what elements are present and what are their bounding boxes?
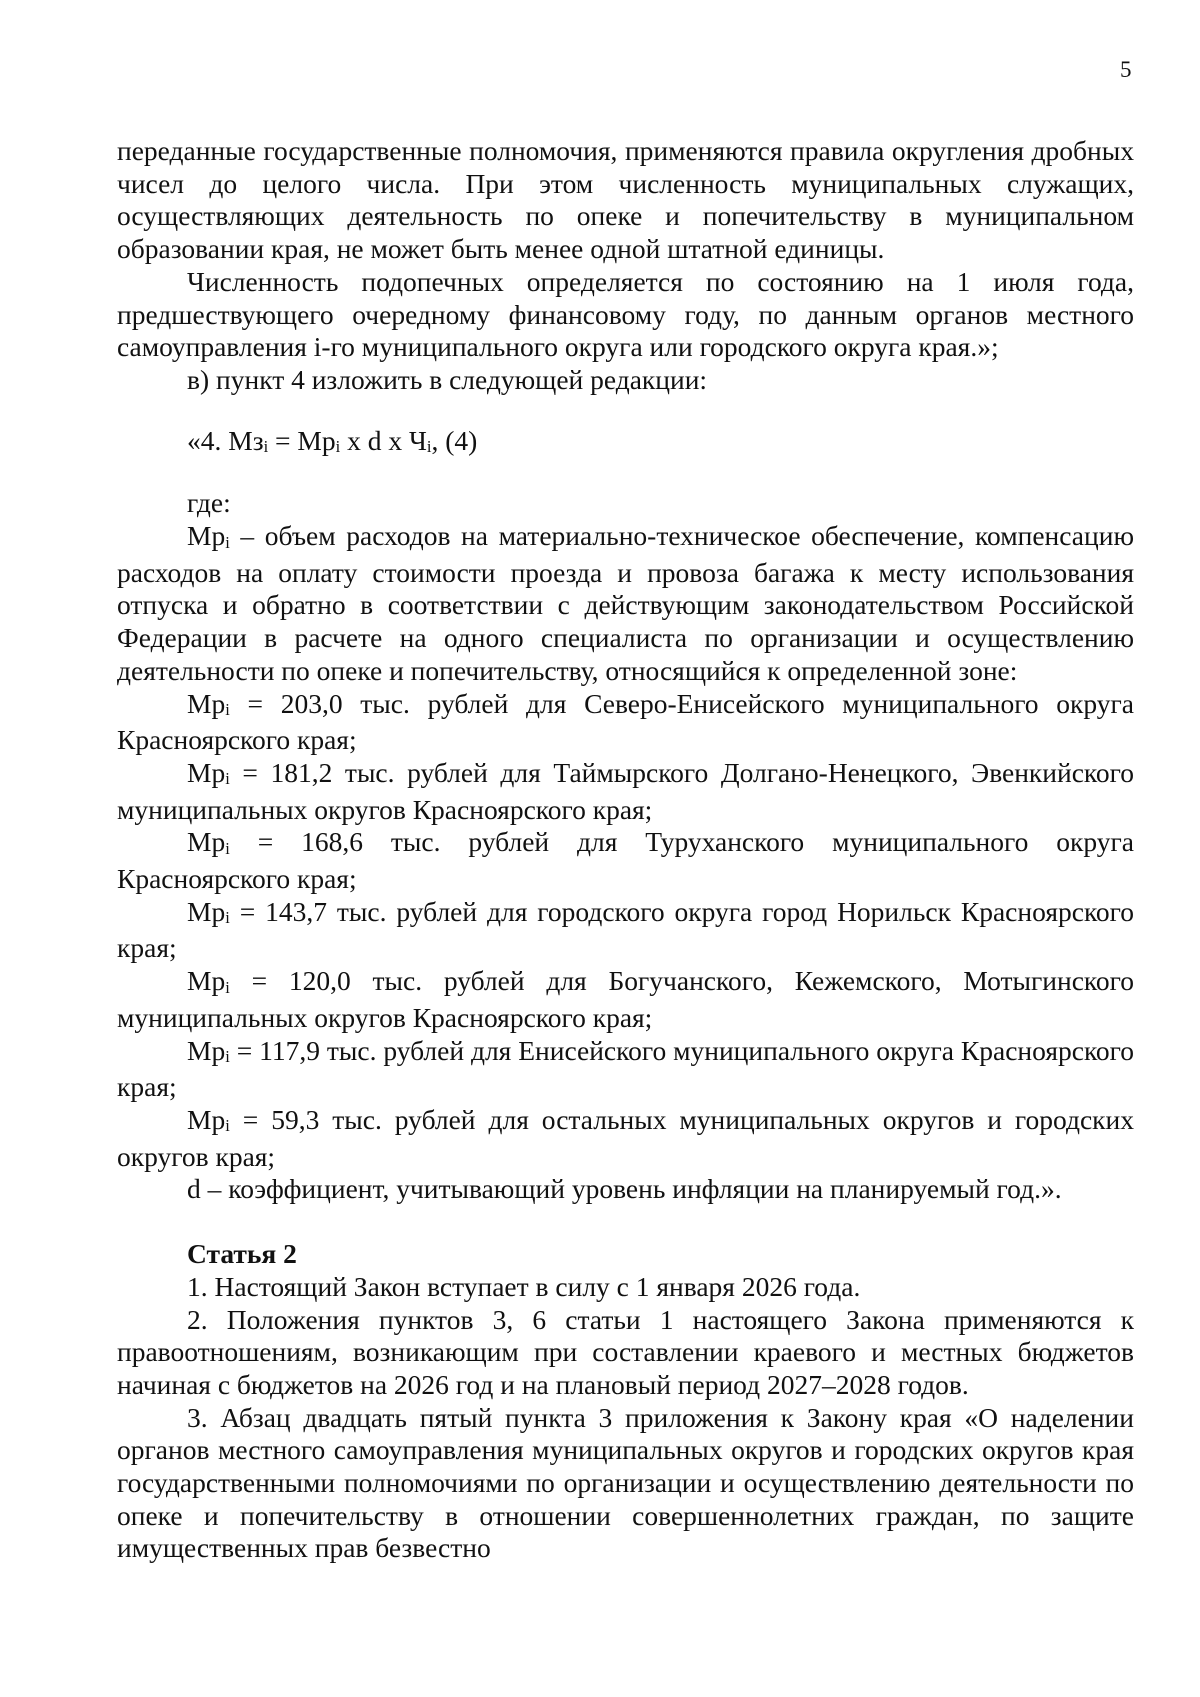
article-item: 1. Настоящий Закон вступает в силу с 1 января 2026 года. [187,1270,861,1302]
rate-text: = 168,6 тыс. рублей для Туруханского муниципального округа Красноярского края; [117,826,1134,895]
rate-text: = 181,2 тыс. рублей для Таймырского Долгано-Ненецкого, Эвенкийского муниципальных округов Красноярского края; [117,756,1134,825]
paragraph: переданные государственные полномочия, применяются правила округления дробных чисел до целого числа. При этом численность муниципальных служащих, осуществляющих деятельность по опеке и попечительству в муниципальном образовании края, не может быть менее одной штатной единицы. [117,135,1134,265]
symbol: Мр [187,756,226,788]
rate-text: = 59,3 тыс. рублей для остальных муниципальных округов и городских округов края; [117,1103,1134,1172]
symbol-subscript: i [225,1116,230,1136]
rate-paragraph [117,1035,1134,1104]
symbol: Мр [187,520,226,552]
formula-text: «4. Мз [187,424,264,456]
rate-text: = 117,9 тыс. рублей для Енисейского муниципального округа Красноярского края; [117,1034,1134,1103]
rate-paragraph [117,688,1134,757]
symbol: Мр [187,1103,226,1135]
article-heading: Статья 2 [187,1238,297,1270]
rate-text: = 143,7 тыс. рублей для городского округа город Норильск Красноярского края; [117,895,1134,964]
where-label: где: [187,487,231,519]
symbol: Мр [187,1034,226,1066]
rate-paragraph [117,965,1134,1034]
formula-text: x d x Ч [340,424,427,456]
rate-paragraph [117,757,1134,826]
page-number: 5 [1120,57,1132,82]
symbol-subscript: i [225,769,230,789]
formula-text: , (4) [431,424,478,456]
symbol: Мр [187,826,226,858]
d-definition: d – коэффициент, учитывающий уровень инфляции на планируемый год.». [187,1173,1062,1205]
symbol: Мр [187,687,226,719]
paragraph: Численность подопечных определяется по состоянию на 1 июля года, предшествующего очередному финансовому году, по данным органов местного самоуправления i-го муниципального округа или городского округа края.»; [117,265,1134,363]
article-item: 2. Положения пунктов 3, 6 статьи 1 настоящего Закона применяются к правоотношениям, возникающим при составлении краевого и местных бюджетов начиная с бюджетов на 2026 год и на плановый период 2027–2028 годов. [117,1303,1134,1400]
definition-paragraph [117,520,1134,688]
symbol-subscript: i [225,532,230,552]
paragraph: в) пункт 4 изложить в следующей редакции: [187,363,708,395]
formula-subscript: i [263,437,269,457]
symbol: Мр [187,895,226,927]
symbol-subscript: i [225,1047,230,1067]
symbol-subscript: i [225,977,230,997]
rate-text: = 120,0 тыс. рублей для Богучанского, Кежемского, Мотыгинского муниципальных округов Красноярского края; [117,965,1134,1033]
symbol-subscript: i [225,838,230,858]
rate-paragraph [117,896,1134,965]
formula-subscript: i [335,437,341,457]
symbol: Мр [187,965,226,997]
rate-paragraph [117,826,1134,895]
formula-text: = Мр [268,424,336,456]
rate-paragraph [117,1104,1134,1173]
symbol-subscript: i [225,700,230,720]
formula [117,425,1134,462]
rate-text: = 203,0 тыс. рублей для Северо-Енисейского муниципального округа Красноярского края; [117,687,1134,756]
definition-text: – объем расходов на материально-техническое обеспечение, компенсацию расходов на оплату стоимости проезда и провоза багажа к месту использования отпуска и обратно в соответствии с действующим законодательством Российской Федерации в расчете на одного специалиста по организации и осуществлению деятельности по опеке и попечительству, относящийся к определенной зоне: [117,520,1134,686]
article-item: 3. Абзац двадцать пятый пункта 3 приложения к Закону края «О наделении органов местного самоуправления муниципальных округов и городских округов края государственными полномочиями по организации и осуществлению деятельности по опеке и попечительству в отношении совершеннолетних граждан, по защите имущественных прав безвестно [117,1401,1134,1564]
symbol-subscript: i [225,908,230,928]
spacer [117,1206,1134,1238]
formula-subscript: i [426,437,432,457]
document-body [117,135,1134,1565]
